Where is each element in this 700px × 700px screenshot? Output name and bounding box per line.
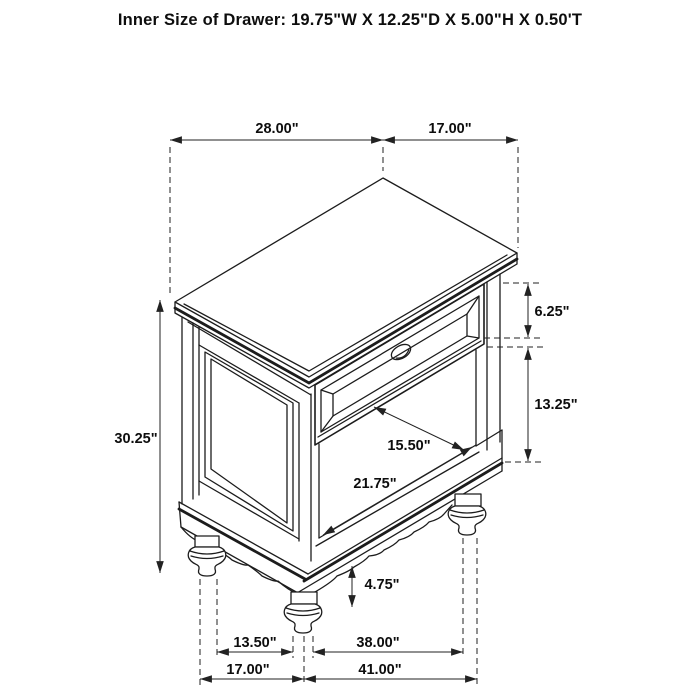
dimension-label-shelf-width: 21.75": [353, 476, 397, 492]
panel-bevel-tick-tl: [321, 390, 333, 394]
right-post: [487, 274, 500, 450]
bottom-rail-top: [199, 481, 299, 539]
dimension-base-width: [304, 662, 477, 679]
dimension-height: [114, 300, 160, 573]
dimension-leg-gap-front: [313, 635, 463, 652]
dimension-shelf-width: [323, 447, 472, 535]
front-leg: [284, 592, 322, 633]
side-recessed-panel: [205, 352, 293, 531]
dimension-label-opening-height: 13.25": [534, 397, 578, 413]
nightstand-drawing: [175, 178, 517, 633]
page-title: Inner Size of Drawer: 19.75"W X 12.25"D X 5.00"H X 0.50'T: [117, 11, 583, 29]
dimension-label-top-depth: 17.00": [428, 121, 472, 137]
side-panel-bevel: [211, 359, 287, 523]
left-leg: [188, 536, 226, 576]
dimension-label-leg-gap-front: 38.00": [356, 635, 400, 651]
dimension-label-base-depth: 17.00": [226, 662, 270, 678]
dimension-label-leg-height: 4.75": [364, 577, 400, 593]
tabletop: [175, 178, 517, 388]
dimension-shelf-depth: [374, 407, 464, 454]
dimension-label-top-width: 28.00": [255, 121, 299, 137]
dimension-opening-height: [528, 348, 578, 461]
panel-bevel-tick-br: [467, 336, 479, 338]
molding-block-top: [476, 430, 502, 446]
dimension-leg-height: [352, 566, 400, 607]
dimension-top-width: [170, 121, 383, 140]
side-molding-end: [179, 502, 181, 527]
dimension-top-depth: [383, 121, 518, 140]
panel-bevel-tick-tr: [467, 296, 479, 314]
dimension-base-depth: [200, 662, 304, 679]
dimension-label-leg-gap-side: 13.50": [233, 635, 277, 651]
drawer-handle: [389, 341, 413, 362]
dimension-drawer-height: [528, 284, 570, 337]
dimension-label-drawer-height: 6.25": [534, 304, 570, 320]
dimension-leg-gap-side: [217, 635, 293, 652]
tabletop-top-face: [175, 178, 517, 377]
dimension-label-base-width: 41.00": [358, 662, 402, 678]
dimension-label-shelf-depth: 15.50": [387, 438, 431, 454]
dimension-label-height: 30.25": [114, 431, 158, 447]
